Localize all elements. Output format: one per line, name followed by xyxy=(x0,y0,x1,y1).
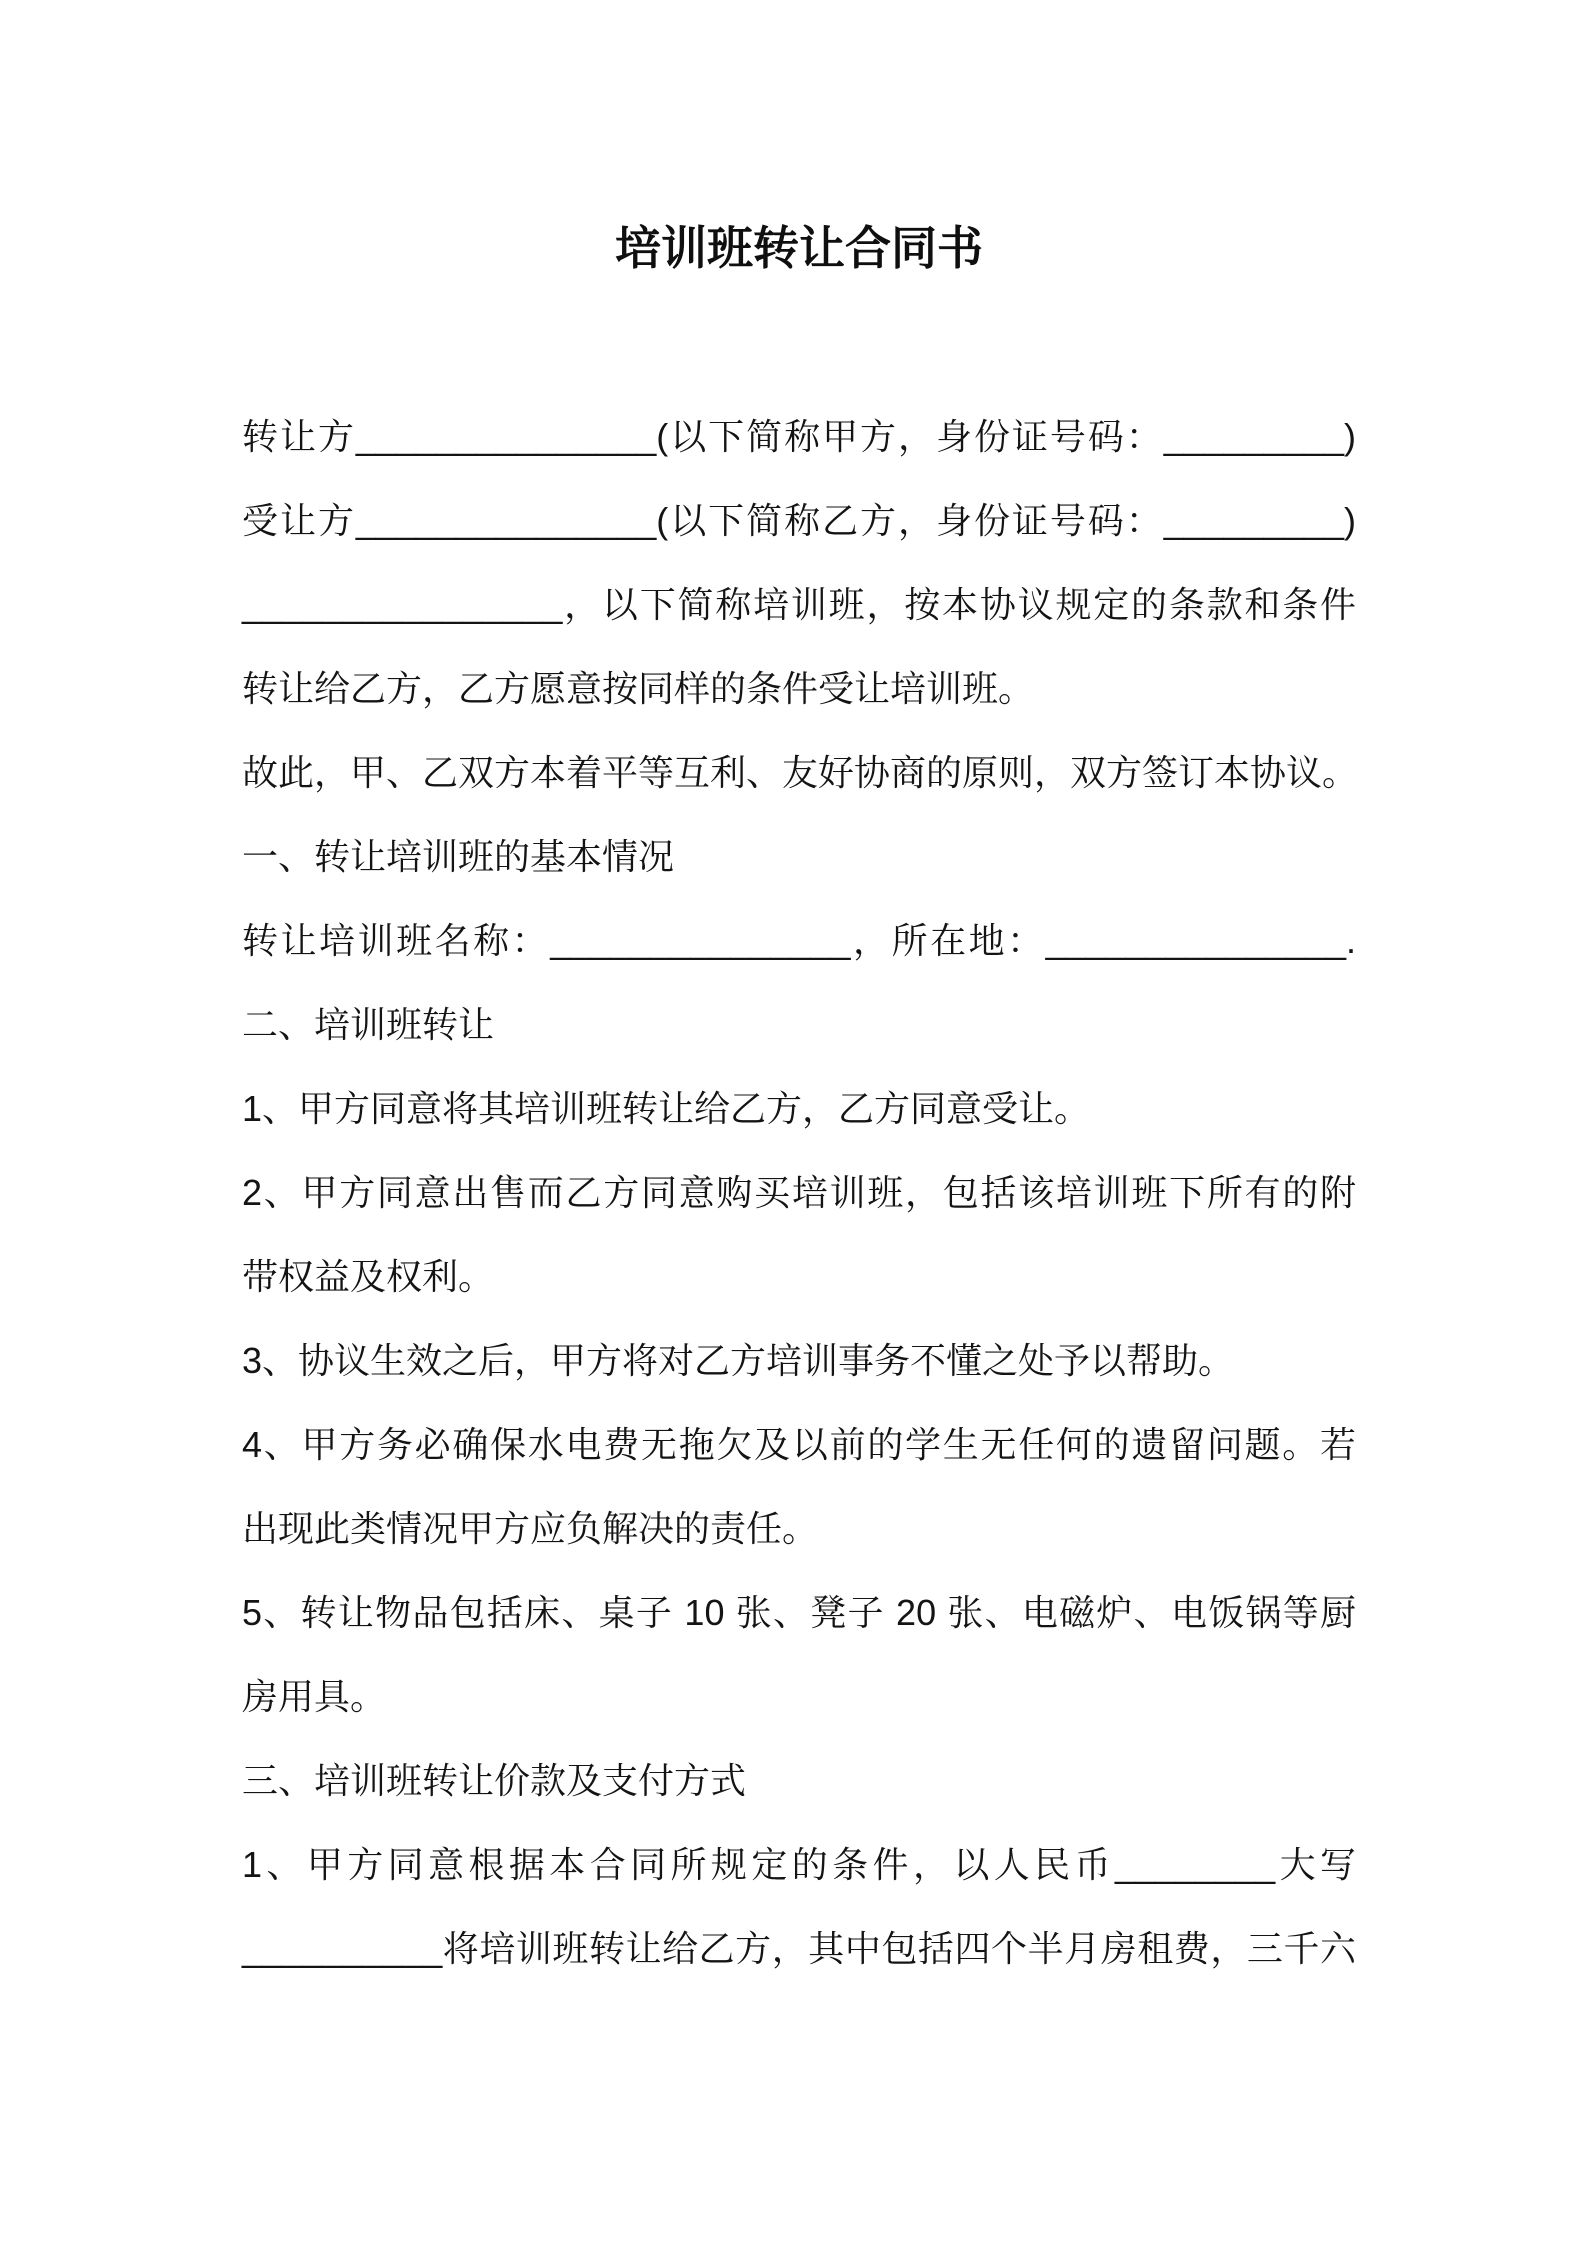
transferor-line: 转让方_______________(以下简称甲方，身份证号码：_________) xyxy=(242,416,1356,457)
clause-line: 带权益及权利。 xyxy=(242,1256,495,1297)
clause-line: 4、甲方务必确保水电费无拖欠及以前的学生无任何的遗留问题。若 xyxy=(242,1424,1356,1465)
clause-line: 5、转让物品包括床、桌子 10 张、凳子 20 张、电磁炉、电饭锅等厨 xyxy=(242,1592,1356,1633)
clause-line: 3、协议生效之后，甲方将对乙方培训事务不懂之处予以帮助。 xyxy=(242,1340,1235,1381)
section-heading: 三、培训班转让价款及支付方式 xyxy=(242,1760,747,1801)
clause-line: 房用具。 xyxy=(242,1676,387,1717)
transferee-line: 受让方_______________(以下简称乙方，身份证号码：_________) xyxy=(242,500,1356,541)
section-heading: 二、培训班转让 xyxy=(242,1004,495,1045)
clause-line: 2、甲方同意出售而乙方同意购买培训班，包括该培训班下所有的附 xyxy=(242,1172,1356,1213)
section-heading: 一、转让培训班的基本情况 xyxy=(242,836,675,877)
clause-line: __________将培训班转让给乙方，其中包括四个半月房租费，三千六 xyxy=(242,1928,1356,1969)
document-title: 培训班转让合同书 xyxy=(615,222,983,274)
clause-line: 出现此类情况甲方应负解决的责任。 xyxy=(242,1508,819,1549)
clause-line: 1、甲方同意将其培训班转让给乙方，乙方同意受让。 xyxy=(242,1088,1091,1129)
intro-paragraph-line: 转让给乙方，乙方愿意按同样的条件受让培训班。 xyxy=(242,668,1035,709)
contract-body xyxy=(242,395,1359,1991)
class-name-location-line: 转让培训班名称：_______________，所在地：_______________. xyxy=(242,920,1356,961)
intro-paragraph-line: ________________，以下简称培训班，按本协议规定的条款和条件 xyxy=(242,584,1356,625)
clause-line: 1、甲方同意根据本合同所规定的条件，以人民币________大写 xyxy=(242,1844,1356,1885)
preamble-line: 故此，甲、乙双方本着平等互利、友好协商的原则，双方签订本协议。 xyxy=(242,752,1359,793)
